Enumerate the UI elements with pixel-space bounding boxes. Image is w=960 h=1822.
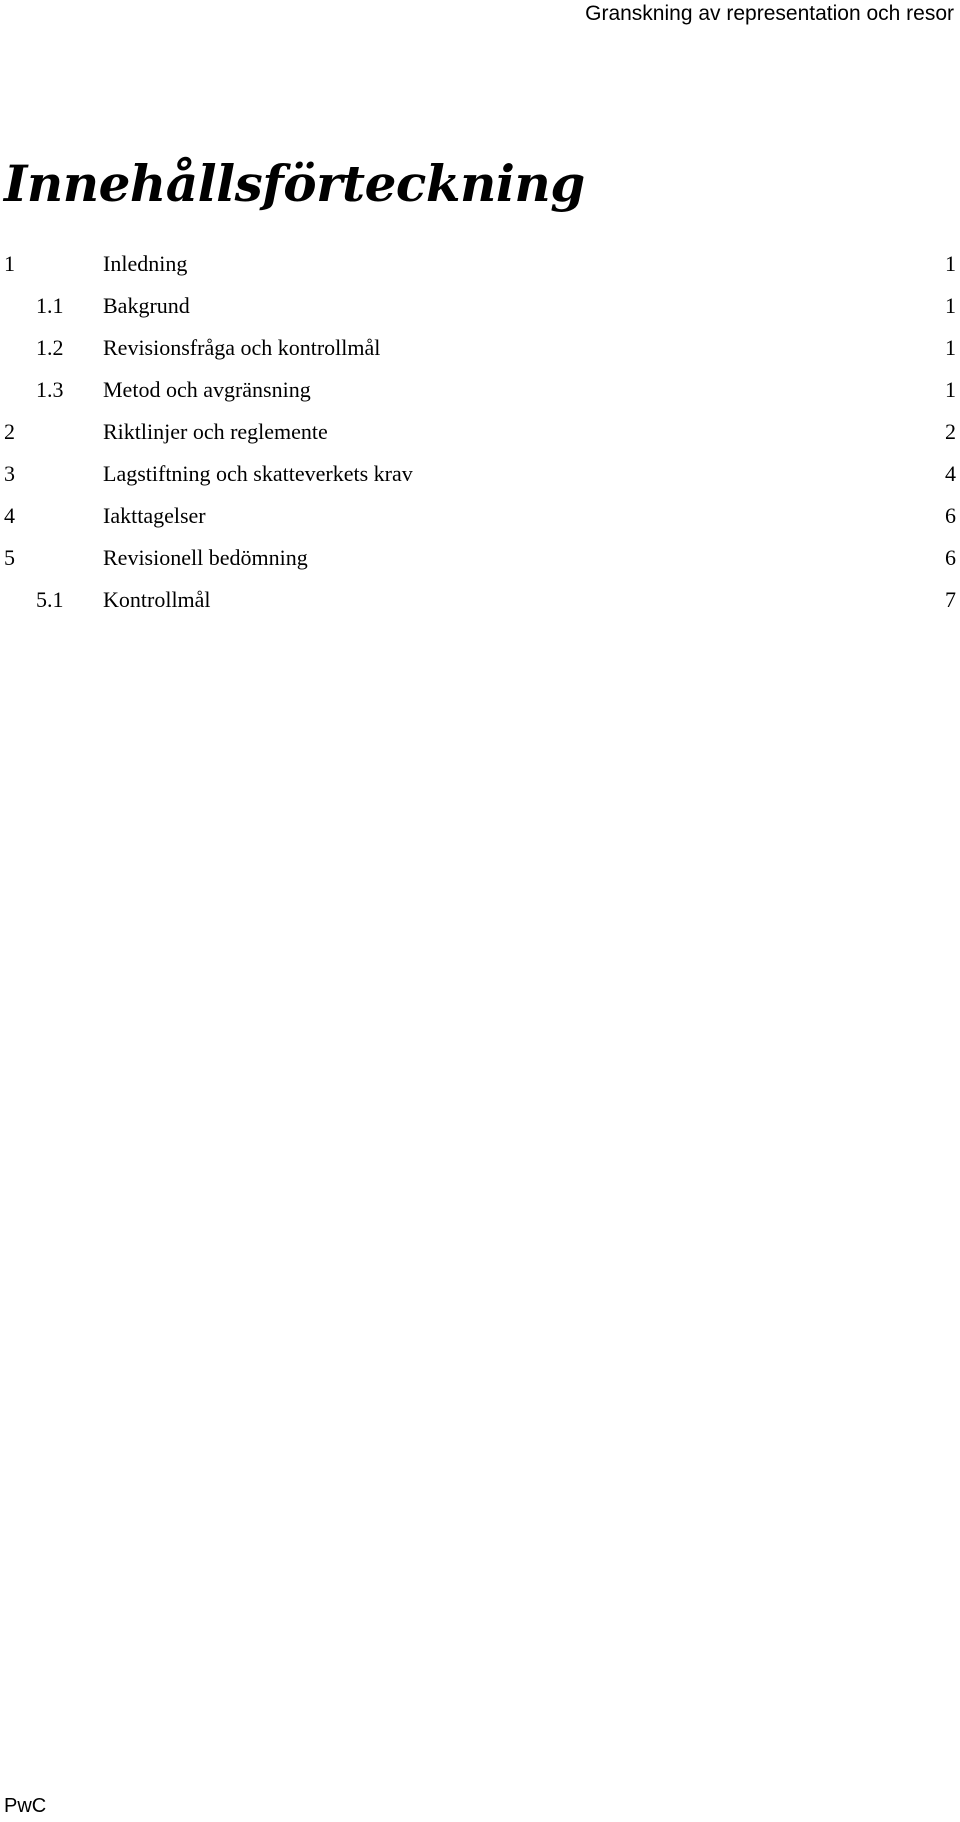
toc-entry-page: 1 bbox=[945, 251, 956, 276]
toc-entry-text: Lagstiftning och skatteverkets krav bbox=[103, 461, 413, 486]
toc-entry-text: Revisionell bedömning bbox=[103, 545, 308, 570]
toc-entry-metod[interactable] bbox=[0, 369, 960, 411]
toc-entry-revisionsfraga[interactable] bbox=[0, 327, 960, 369]
toc-entry-page: 6 bbox=[945, 503, 956, 528]
footer-brand: PwC bbox=[4, 1795, 47, 1817]
toc-entry-text: Metod och avgränsning bbox=[103, 377, 311, 402]
toc-entry-revisionell-bedomning[interactable] bbox=[0, 537, 960, 579]
toc-entry-page: 6 bbox=[945, 545, 956, 570]
toc-entry-number: 3 bbox=[4, 461, 15, 486]
toc-entry-iakttagelser[interactable] bbox=[0, 495, 960, 537]
toc-entry-number: 5.1 bbox=[36, 587, 64, 612]
toc-entry-page: 1 bbox=[945, 335, 956, 360]
toc-entry-page: 1 bbox=[945, 377, 956, 402]
toc-entry-page: 4 bbox=[945, 461, 956, 486]
table-of-contents bbox=[0, 243, 960, 621]
toc-entry-lagstiftning[interactable] bbox=[0, 453, 960, 495]
toc-entry-kontrollmal[interactable] bbox=[0, 579, 960, 621]
toc-entry-number: 1.2 bbox=[36, 335, 64, 360]
toc-title: Innehållsförteckning bbox=[4, 154, 585, 213]
toc-entry-number: 1.1 bbox=[36, 293, 64, 318]
toc-entry-text: Bakgrund bbox=[103, 293, 190, 318]
toc-entry-text: Revisionsfråga och kontrollmål bbox=[103, 335, 381, 360]
toc-entry-number: 5 bbox=[4, 545, 15, 570]
toc-entry-inledning[interactable] bbox=[0, 243, 960, 285]
toc-entry-page: 2 bbox=[945, 419, 956, 444]
toc-entry-text: Kontrollmål bbox=[103, 587, 211, 612]
toc-entry-page: 7 bbox=[945, 587, 956, 612]
toc-entry-riktlinjer[interactable] bbox=[0, 411, 960, 453]
running-header: Granskning av representation och resor bbox=[585, 2, 954, 25]
toc-entry-text: Inledning bbox=[103, 251, 188, 276]
toc-entry-bakgrund[interactable] bbox=[0, 285, 960, 327]
toc-entry-number: 1 bbox=[4, 251, 15, 276]
toc-entry-number: 4 bbox=[4, 503, 15, 528]
toc-entry-page: 1 bbox=[945, 293, 956, 318]
toc-entry-number: 1.3 bbox=[36, 377, 64, 402]
toc-entry-text: Riktlinjer och reglemente bbox=[103, 419, 328, 444]
toc-entry-number: 2 bbox=[4, 419, 15, 444]
toc-entry-text: Iakttagelser bbox=[103, 503, 206, 528]
